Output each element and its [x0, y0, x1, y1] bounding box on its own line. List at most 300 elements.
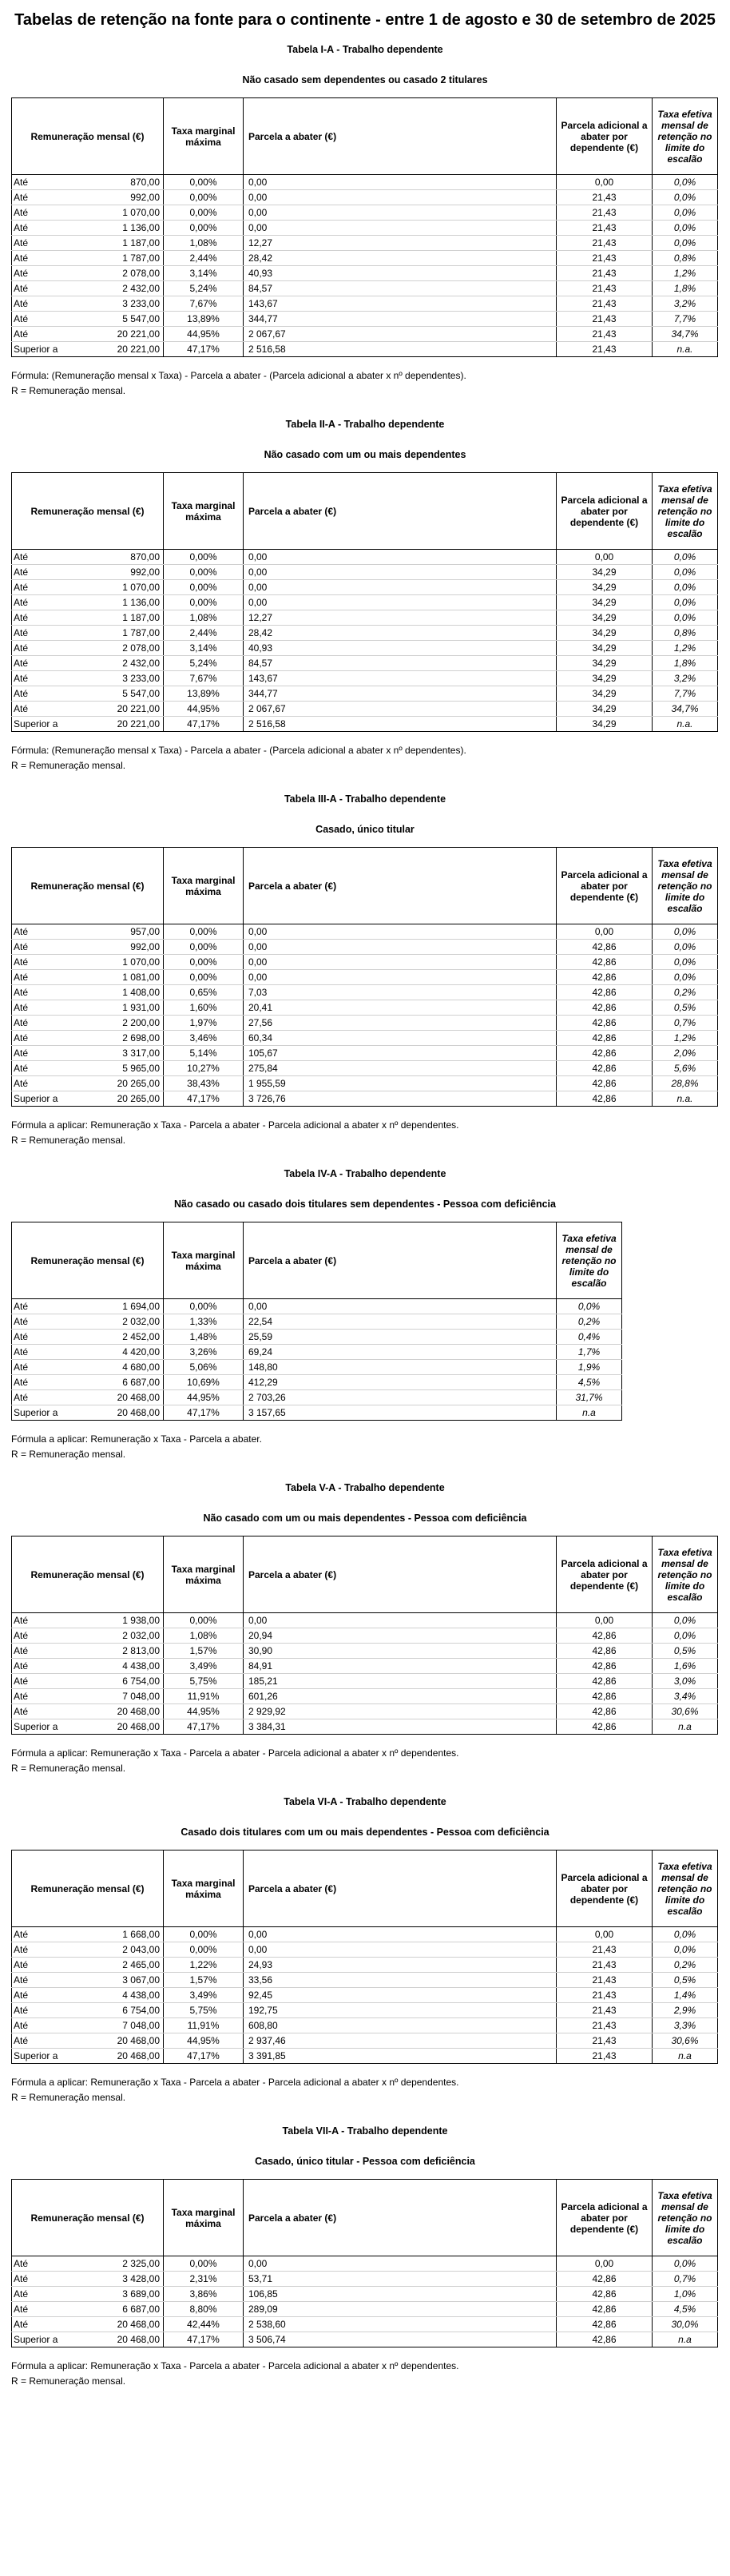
- row-parcela-abater: 2 703,26: [244, 1390, 557, 1405]
- row-taxa-marginal: 42,44%: [164, 2317, 244, 2332]
- row-remuneracao: 1 787,00: [92, 626, 164, 641]
- row-taxa-marginal: 44,95%: [164, 1390, 244, 1405]
- header-taxa-efetiva: Taxa efetiva mensal de retenção no limite do escalão: [557, 1222, 622, 1299]
- table-row: [12, 175, 718, 190]
- row-taxa-efetiva: 1,2%: [653, 266, 718, 281]
- table-subtitle: Não casado ou casado dois titulares sem dependentes - Pessoa com deficiência: [174, 1199, 556, 1210]
- row-parcela-abater: 0,00: [244, 2256, 557, 2272]
- row-parcela-abater: 601,26: [244, 1689, 557, 1704]
- row-remuneracao: 2 432,00: [92, 281, 164, 296]
- row-taxa-efetiva: 1,4%: [653, 1988, 718, 2003]
- row-taxa-efetiva: 0,5%: [653, 1973, 718, 1988]
- row-remuneracao: 1 136,00: [92, 595, 164, 610]
- row-parcela-abater: 344,77: [244, 312, 557, 327]
- row-taxa-efetiva: 1,0%: [653, 2287, 718, 2302]
- table-row: [12, 1689, 718, 1704]
- row-taxa-marginal: 0,00%: [164, 580, 244, 595]
- row-parcela-adicional: 42,86: [557, 2287, 653, 2302]
- retention-table: [11, 847, 718, 1107]
- row-remuneracao: 1 931,00: [92, 1000, 164, 1016]
- header-taxa-marginal: Taxa marginal máxima: [164, 1851, 244, 1927]
- row-label: Até: [12, 1674, 92, 1689]
- header-taxa-efetiva: Taxa efetiva mensal de retenção no limite do escalão: [653, 1851, 718, 1927]
- row-label: Até: [12, 1927, 92, 1942]
- row-taxa-marginal: 0,00%: [164, 1927, 244, 1942]
- table-title: Tabela V-A - Trabalho dependente: [285, 1482, 445, 1493]
- row-parcela-adicional: 34,29: [557, 580, 653, 595]
- table-row: [12, 1405, 622, 1421]
- retention-table: [11, 472, 718, 732]
- row-taxa-marginal: 3,14%: [164, 266, 244, 281]
- row-remuneracao: 3 067,00: [92, 1973, 164, 1988]
- row-taxa-efetiva: 2,9%: [653, 2003, 718, 2018]
- row-label: Até: [12, 565, 92, 580]
- row-taxa-marginal: 3,86%: [164, 2287, 244, 2302]
- row-parcela-abater: 192,75: [244, 2003, 557, 2018]
- header-parcela-abater: Parcela a abater (€): [244, 848, 557, 924]
- document-title: Tabelas de retenção na fonte para o continente - entre 1 de agosto e 30 de setembro de 2025: [14, 11, 716, 29]
- table-row: [12, 940, 718, 955]
- row-taxa-marginal: 1,48%: [164, 1330, 244, 1345]
- row-remuneracao: 7 048,00: [92, 2018, 164, 2033]
- formula-note: R = Remuneração mensal.: [11, 1763, 126, 1774]
- row-taxa-marginal: 0,00%: [164, 221, 244, 236]
- table-row: [12, 610, 718, 626]
- row-taxa-marginal: 1,97%: [164, 1016, 244, 1031]
- row-parcela-abater: 30,90: [244, 1644, 557, 1659]
- row-label: Até: [12, 1659, 92, 1674]
- row-taxa-marginal: 0,00%: [164, 550, 244, 565]
- row-parcela-adicional: 34,29: [557, 702, 653, 717]
- row-taxa-marginal: 0,00%: [164, 175, 244, 190]
- row-remuneracao: 3 428,00: [92, 2272, 164, 2287]
- header-parcela-abater: Parcela a abater (€): [244, 1536, 557, 1613]
- row-parcela-adicional: 42,86: [557, 940, 653, 955]
- row-label: Superior a: [12, 717, 92, 732]
- row-parcela-abater: 0,00: [244, 190, 557, 205]
- row-label: Até: [12, 985, 92, 1000]
- header-parcela-abater: Parcela a abater (€): [244, 2180, 557, 2256]
- row-parcela-abater: 275,84: [244, 1061, 557, 1076]
- table-row: [12, 1927, 718, 1942]
- row-taxa-efetiva: 0,0%: [653, 1927, 718, 1942]
- row-taxa-marginal: 1,08%: [164, 610, 244, 626]
- row-taxa-efetiva: 0,2%: [653, 1958, 718, 1973]
- row-parcela-adicional: 21,43: [557, 281, 653, 296]
- row-taxa-marginal: 13,89%: [164, 686, 244, 702]
- table-row: [12, 342, 718, 357]
- row-taxa-efetiva: n.a: [557, 1405, 622, 1421]
- row-label: Até: [12, 2272, 92, 2287]
- row-taxa-efetiva: n.a: [653, 2332, 718, 2347]
- row-remuneracao: 3 689,00: [92, 2287, 164, 2302]
- row-remuneracao: 1 938,00: [92, 1613, 164, 1628]
- row-taxa-marginal: 0,00%: [164, 1299, 244, 1314]
- row-taxa-efetiva: 7,7%: [653, 312, 718, 327]
- row-remuneracao: 870,00: [92, 175, 164, 190]
- row-label: Até: [12, 175, 92, 190]
- row-taxa-efetiva: 0,0%: [653, 1613, 718, 1628]
- row-remuneracao: 5 965,00: [92, 1061, 164, 1076]
- header-parcela-adicional: Parcela adicional a abater por dependente (€): [557, 473, 653, 550]
- row-parcela-adicional: 42,86: [557, 1076, 653, 1091]
- table-row: [12, 1345, 622, 1360]
- row-parcela-adicional: 42,86: [557, 2302, 653, 2317]
- row-parcela-abater: 105,67: [244, 1046, 557, 1061]
- formula-note: R = Remuneração mensal.: [11, 2375, 126, 2387]
- formula-text: Fórmula: (Remuneração mensal x Taxa) - Parcela a abater - (Parcela adicional a abater x nº dependentes).: [11, 370, 466, 381]
- row-parcela-adicional: 0,00: [557, 550, 653, 565]
- row-taxa-marginal: 3,26%: [164, 1345, 244, 1360]
- row-label: Até: [12, 1942, 92, 1958]
- row-taxa-marginal: 47,17%: [164, 1719, 244, 1735]
- row-parcela-abater: 60,34: [244, 1031, 557, 1046]
- table-row: [12, 1958, 718, 1973]
- table-row: [12, 2049, 718, 2064]
- table-row: [12, 1299, 622, 1314]
- row-remuneracao: 1 081,00: [92, 970, 164, 985]
- row-parcela-adicional: 21,43: [557, 236, 653, 251]
- table-row: [12, 550, 718, 565]
- table-row: [12, 1613, 718, 1628]
- row-parcela-abater: 0,00: [244, 1613, 557, 1628]
- row-remuneracao: 4 438,00: [92, 1988, 164, 2003]
- row-label: Até: [12, 1375, 92, 1390]
- row-label: Até: [12, 1988, 92, 2003]
- row-parcela-abater: 143,67: [244, 671, 557, 686]
- row-parcela-adicional: 34,29: [557, 656, 653, 671]
- row-taxa-efetiva: 34,7%: [653, 327, 718, 342]
- row-parcela-adicional: 42,86: [557, 1046, 653, 1061]
- row-taxa-marginal: 47,17%: [164, 342, 244, 357]
- row-taxa-marginal: 47,17%: [164, 1091, 244, 1107]
- row-remuneracao: 7 048,00: [92, 1689, 164, 1704]
- row-parcela-adicional: 21,43: [557, 251, 653, 266]
- row-taxa-marginal: 0,00%: [164, 190, 244, 205]
- row-parcela-adicional: 42,86: [557, 1061, 653, 1076]
- row-parcela-adicional: 34,29: [557, 565, 653, 580]
- retention-table: [11, 1222, 622, 1421]
- row-label: Até: [12, 1360, 92, 1375]
- row-remuneracao: 1 787,00: [92, 251, 164, 266]
- row-taxa-efetiva: 30,6%: [653, 1704, 718, 1719]
- row-remuneracao: 992,00: [92, 565, 164, 580]
- row-parcela-adicional: 42,86: [557, 985, 653, 1000]
- row-taxa-efetiva: 1,8%: [653, 656, 718, 671]
- row-taxa-efetiva: 3,2%: [653, 296, 718, 312]
- row-parcela-adicional: 21,43: [557, 2018, 653, 2033]
- row-parcela-adicional: 21,43: [557, 190, 653, 205]
- row-taxa-marginal: 0,00%: [164, 595, 244, 610]
- row-label: Até: [12, 1628, 92, 1644]
- row-parcela-adicional: 21,43: [557, 2049, 653, 2064]
- table-subtitle: Casado, único titular - Pessoa com deficiência: [255, 2156, 475, 2167]
- row-taxa-efetiva: 1,7%: [557, 1345, 622, 1360]
- table-title: Tabela I-A - Trabalho dependente: [287, 44, 443, 55]
- table-row: [12, 221, 718, 236]
- row-remuneracao: 2 043,00: [92, 1942, 164, 1958]
- row-label: Superior a: [12, 342, 92, 357]
- table-row: [12, 236, 718, 251]
- row-parcela-abater: 143,67: [244, 296, 557, 312]
- row-remuneracao: 1 070,00: [92, 205, 164, 221]
- row-parcela-adicional: 21,43: [557, 327, 653, 342]
- row-remuneracao: 2 032,00: [92, 1314, 164, 1330]
- row-parcela-abater: 344,77: [244, 686, 557, 702]
- row-remuneracao: 992,00: [92, 940, 164, 955]
- row-parcela-adicional: 34,29: [557, 595, 653, 610]
- row-parcela-abater: 2 516,58: [244, 342, 557, 357]
- row-taxa-marginal: 7,67%: [164, 296, 244, 312]
- row-taxa-efetiva: 1,2%: [653, 1031, 718, 1046]
- table-row: [12, 2332, 718, 2347]
- row-taxa-efetiva: 0,7%: [653, 1016, 718, 1031]
- row-parcela-adicional: 34,29: [557, 626, 653, 641]
- header-taxa-marginal: Taxa marginal máxima: [164, 98, 244, 175]
- row-parcela-adicional: 21,43: [557, 312, 653, 327]
- row-parcela-abater: 40,93: [244, 641, 557, 656]
- row-parcela-abater: 106,85: [244, 2287, 557, 2302]
- table-row: [12, 1659, 718, 1674]
- row-label: Até: [12, 1958, 92, 1973]
- row-parcela-abater: 2 937,46: [244, 2033, 557, 2049]
- row-taxa-marginal: 5,75%: [164, 2003, 244, 2018]
- row-parcela-abater: 0,00: [244, 595, 557, 610]
- header-parcela-adicional: Parcela adicional a abater por dependente (€): [557, 2180, 653, 2256]
- row-taxa-efetiva: 0,0%: [653, 190, 718, 205]
- row-taxa-marginal: 11,91%: [164, 1689, 244, 1704]
- row-taxa-efetiva: 28,8%: [653, 1076, 718, 1091]
- row-label: Até: [12, 1314, 92, 1330]
- row-remuneracao: 1 187,00: [92, 236, 164, 251]
- header-remuneracao: Remuneração mensal (€): [12, 848, 164, 924]
- header-remuneracao: Remuneração mensal (€): [12, 1851, 164, 1927]
- table-row: [12, 2033, 718, 2049]
- table-row: [12, 1031, 718, 1046]
- row-taxa-marginal: 3,49%: [164, 1659, 244, 1674]
- row-taxa-efetiva: 3,4%: [653, 1689, 718, 1704]
- table-title: Tabela VII-A - Trabalho dependente: [282, 2125, 448, 2137]
- row-parcela-adicional: 0,00: [557, 1613, 653, 1628]
- row-taxa-marginal: 5,24%: [164, 281, 244, 296]
- row-label: Até: [12, 2018, 92, 2033]
- row-parcela-adicional: 42,86: [557, 1689, 653, 1704]
- table-row: [12, 251, 718, 266]
- row-remuneracao: 6 687,00: [92, 1375, 164, 1390]
- row-remuneracao: 20 468,00: [92, 1405, 164, 1421]
- header-taxa-marginal: Taxa marginal máxima: [164, 2180, 244, 2256]
- table-row: [12, 1988, 718, 2003]
- row-label: Até: [12, 1704, 92, 1719]
- row-taxa-marginal: 5,75%: [164, 1674, 244, 1689]
- row-label: Até: [12, 955, 92, 970]
- row-remuneracao: 6 754,00: [92, 2003, 164, 2018]
- row-label: Até: [12, 671, 92, 686]
- row-label: Até: [12, 970, 92, 985]
- row-taxa-efetiva: 0,0%: [653, 1942, 718, 1958]
- row-taxa-efetiva: 4,5%: [653, 2302, 718, 2317]
- row-parcela-adicional: 42,86: [557, 1659, 653, 1674]
- row-label: Até: [12, 702, 92, 717]
- row-parcela-abater: 3 391,85: [244, 2049, 557, 2064]
- row-taxa-efetiva: 0,2%: [557, 1314, 622, 1330]
- row-parcela-abater: 2 067,67: [244, 327, 557, 342]
- row-parcela-abater: 22,54: [244, 1314, 557, 1330]
- row-taxa-efetiva: 0,0%: [653, 2256, 718, 2272]
- table-section: [0, 1794, 730, 2105]
- table-section: [0, 1480, 730, 1776]
- row-taxa-marginal: 8,80%: [164, 2302, 244, 2317]
- row-parcela-adicional: 42,86: [557, 955, 653, 970]
- table-row: [12, 312, 718, 327]
- table-row: [12, 2287, 718, 2302]
- row-remuneracao: 3 233,00: [92, 296, 164, 312]
- header-parcela-abater: Parcela a abater (€): [244, 1851, 557, 1927]
- table-title: Tabela VI-A - Trabalho dependente: [284, 1796, 446, 1807]
- table-subtitle: Casado, único titular: [315, 824, 415, 835]
- row-parcela-adicional: 42,86: [557, 2272, 653, 2287]
- table-title: Tabela IV-A - Trabalho dependente: [284, 1168, 446, 1179]
- row-parcela-adicional: 0,00: [557, 175, 653, 190]
- row-taxa-efetiva: 0,8%: [653, 251, 718, 266]
- row-parcela-abater: 1 955,59: [244, 1076, 557, 1091]
- row-parcela-abater: 289,09: [244, 2302, 557, 2317]
- row-taxa-marginal: 10,69%: [164, 1375, 244, 1390]
- row-remuneracao: 3 317,00: [92, 1046, 164, 1061]
- row-taxa-efetiva: n.a: [653, 2049, 718, 2064]
- row-remuneracao: 2 325,00: [92, 2256, 164, 2272]
- row-parcela-abater: 0,00: [244, 580, 557, 595]
- row-parcela-adicional: 21,43: [557, 1942, 653, 1958]
- row-taxa-marginal: 0,00%: [164, 2256, 244, 2272]
- row-parcela-abater: 28,42: [244, 626, 557, 641]
- header-parcela-abater: Parcela a abater (€): [244, 1222, 557, 1299]
- row-label: Até: [12, 251, 92, 266]
- table-row: [12, 1091, 718, 1107]
- row-parcela-abater: 2 538,60: [244, 2317, 557, 2332]
- row-parcela-adicional: 0,00: [557, 1927, 653, 1942]
- row-label: Até: [12, 2033, 92, 2049]
- header-taxa-marginal: Taxa marginal máxima: [164, 848, 244, 924]
- row-remuneracao: 2 200,00: [92, 1016, 164, 1031]
- row-parcela-abater: 84,57: [244, 281, 557, 296]
- row-remuneracao: 2 432,00: [92, 656, 164, 671]
- row-parcela-adicional: 42,86: [557, 2332, 653, 2347]
- row-remuneracao: 2 698,00: [92, 1031, 164, 1046]
- row-remuneracao: 2 078,00: [92, 266, 164, 281]
- row-label: Até: [12, 1016, 92, 1031]
- row-taxa-marginal: 44,95%: [164, 1704, 244, 1719]
- header-taxa-efetiva: Taxa efetiva mensal de retenção no limite do escalão: [653, 473, 718, 550]
- row-taxa-efetiva: 0,0%: [653, 1628, 718, 1644]
- row-taxa-marginal: 10,27%: [164, 1061, 244, 1076]
- row-taxa-efetiva: 0,0%: [653, 175, 718, 190]
- row-taxa-marginal: 0,00%: [164, 205, 244, 221]
- row-taxa-marginal: 0,00%: [164, 940, 244, 955]
- row-taxa-efetiva: 7,7%: [653, 686, 718, 702]
- table-row: [12, 1375, 622, 1390]
- row-parcela-abater: 3 157,65: [244, 1405, 557, 1421]
- table-row: [12, 1061, 718, 1076]
- row-taxa-efetiva: 0,0%: [653, 580, 718, 595]
- row-parcela-abater: 0,00: [244, 175, 557, 190]
- row-label: Até: [12, 1644, 92, 1659]
- row-taxa-efetiva: 31,7%: [557, 1390, 622, 1405]
- row-taxa-efetiva: 0,0%: [653, 940, 718, 955]
- row-parcela-adicional: 42,86: [557, 1031, 653, 1046]
- row-remuneracao: 1 070,00: [92, 580, 164, 595]
- table-row: [12, 205, 718, 221]
- row-label: Até: [12, 312, 92, 327]
- row-parcela-abater: 0,00: [244, 1299, 557, 1314]
- row-parcela-abater: 3 384,31: [244, 1719, 557, 1735]
- retention-table: [11, 2179, 718, 2347]
- table-row: [12, 671, 718, 686]
- row-remuneracao: 1 070,00: [92, 955, 164, 970]
- row-label: Até: [12, 2287, 92, 2302]
- row-parcela-adicional: 21,43: [557, 221, 653, 236]
- formula-text: Fórmula a aplicar: Remuneração x Taxa - Parcela a abater - Parcela adicional a abater x nº dependentes.: [11, 1747, 459, 1759]
- row-label: Até: [12, 205, 92, 221]
- table-row: [12, 2003, 718, 2018]
- row-label: Até: [12, 580, 92, 595]
- formula-text: Fórmula: (Remuneração mensal x Taxa) - Parcela a abater - (Parcela adicional a abater x nº dependentes).: [11, 745, 466, 756]
- table-row: [12, 985, 718, 1000]
- header-taxa-marginal: Taxa marginal máxima: [164, 1222, 244, 1299]
- row-taxa-marginal: 2,44%: [164, 626, 244, 641]
- row-remuneracao: 20 468,00: [92, 1390, 164, 1405]
- row-parcela-abater: 20,94: [244, 1628, 557, 1644]
- row-label: Superior a: [12, 1719, 92, 1735]
- row-taxa-efetiva: 0,0%: [653, 595, 718, 610]
- row-parcela-adicional: 42,86: [557, 1000, 653, 1016]
- row-label: Até: [12, 1390, 92, 1405]
- table-row: [12, 2317, 718, 2332]
- row-remuneracao: 6 687,00: [92, 2302, 164, 2317]
- row-remuneracao: 4 438,00: [92, 1659, 164, 1674]
- row-taxa-marginal: 2,44%: [164, 251, 244, 266]
- table-subtitle: Não casado com um ou mais dependentes - Pessoa com deficiência: [203, 1513, 527, 1524]
- header-remuneracao: Remuneração mensal (€): [12, 98, 164, 175]
- row-taxa-marginal: 13,89%: [164, 312, 244, 327]
- row-label: Até: [12, 686, 92, 702]
- row-label: Até: [12, 550, 92, 565]
- row-taxa-efetiva: 30,6%: [653, 2033, 718, 2049]
- row-taxa-efetiva: 0,7%: [653, 2272, 718, 2287]
- row-taxa-efetiva: n.a: [653, 1719, 718, 1735]
- row-taxa-marginal: 1,33%: [164, 1314, 244, 1330]
- row-taxa-efetiva: 0,0%: [653, 955, 718, 970]
- row-taxa-efetiva: 0,0%: [653, 550, 718, 565]
- row-parcela-adicional: 21,43: [557, 1988, 653, 2003]
- row-label: Até: [12, 940, 92, 955]
- row-parcela-abater: 27,56: [244, 1016, 557, 1031]
- row-parcela-abater: 12,27: [244, 610, 557, 626]
- formula-note: R = Remuneração mensal.: [11, 2092, 126, 2103]
- row-label: Até: [12, 595, 92, 610]
- row-taxa-marginal: 44,95%: [164, 2033, 244, 2049]
- row-label: Até: [12, 2317, 92, 2332]
- row-taxa-marginal: 44,95%: [164, 702, 244, 717]
- row-taxa-marginal: 1,57%: [164, 1973, 244, 1988]
- row-taxa-marginal: 47,17%: [164, 2049, 244, 2064]
- row-taxa-marginal: 0,00%: [164, 565, 244, 580]
- row-taxa-efetiva: 0,0%: [653, 970, 718, 985]
- header-taxa-marginal: Taxa marginal máxima: [164, 473, 244, 550]
- table-row: [12, 1644, 718, 1659]
- row-remuneracao: 2 452,00: [92, 1330, 164, 1345]
- header-parcela-adicional: Parcela adicional a abater por dependente (€): [557, 1851, 653, 1927]
